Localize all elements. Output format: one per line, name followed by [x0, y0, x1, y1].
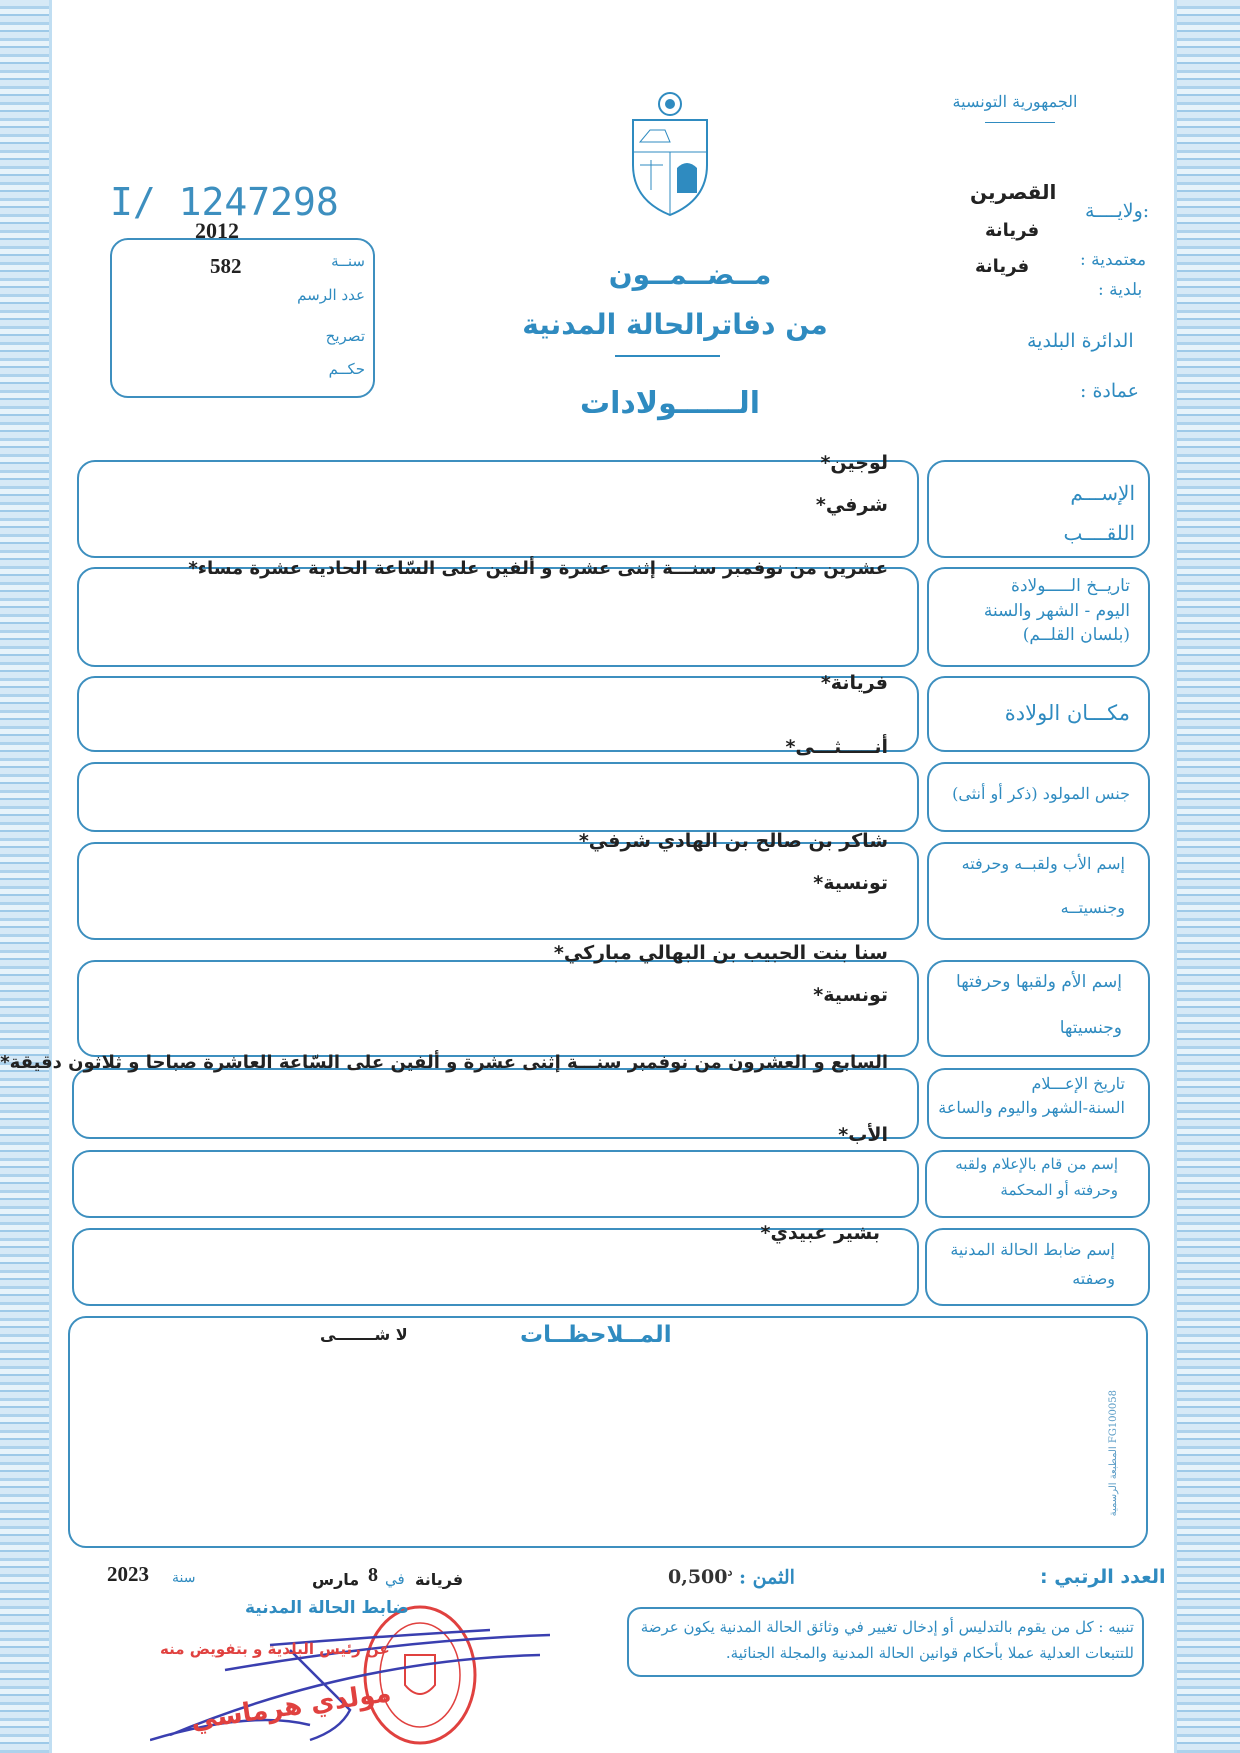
security-border-right [1174, 0, 1240, 1753]
name-label: الإســـم [1070, 481, 1135, 505]
birthdate-value: عشرين من نوفمبر سنـــة إثنى عشرة و ألفين على السّاعة الحادية عشرة مساء* [188, 558, 888, 579]
signatory-name: مولدي هرماسي [188, 1678, 394, 1736]
delegation-label: معتمدية : [1080, 250, 1147, 270]
year-label-footer: سنة [172, 1570, 196, 1586]
title-line1: مــضــمــون [608, 258, 772, 291]
declarant-label [928, 1152, 1118, 1203]
legal-notice: تنبيه : كل من يقوم بالتدليس أو إدخال تغيير في وثائق الحالة المدنية يكون عرضة للتتبعات العدلية عملا بأحكام قوانين الحالة المدنية والمجلة الجنائية. [640, 1618, 1134, 1663]
record-year-value: 2012 [195, 218, 239, 243]
record-number-value: 582 [210, 254, 242, 278]
issue-place: فريانة [415, 1570, 464, 1589]
birthdate-label-line1: تاريــخ الـــــولادة [1011, 576, 1130, 596]
birthplace-label: مكـــان الولادة [1004, 701, 1130, 725]
surname-label: اللقــــب [1063, 521, 1135, 545]
declaration-date-label [935, 1072, 1125, 1120]
sex-label: جنس المولود (ذكر أو أنثى) [952, 784, 1130, 803]
security-border-left [0, 0, 52, 1753]
father-label-2: وجنسيتــه [1060, 898, 1125, 917]
father-label: إسم الأب ولقبــه وحرفته [961, 854, 1125, 873]
declaration-date-value-box [72, 1068, 919, 1139]
father-value: شاكر بن صالح بن الهادي شرفي* [578, 830, 888, 852]
price-amount: 0,500 [668, 1566, 728, 1589]
issue-year: 2023 [107, 1562, 149, 1586]
declarant-label-line2: وحرفته أو المحكمة [1000, 1180, 1118, 1199]
wilaya-label: ولايــــة: [1085, 200, 1150, 222]
wilaya-value: القصرين [970, 180, 1057, 204]
issue-month: مارس [312, 1570, 360, 1589]
birthdate-value-box [77, 567, 919, 667]
declaration-label: تصريح [325, 327, 365, 345]
declarant-value: الأب* [838, 1124, 888, 1146]
mother-value: سنا بنت الحبيب بن البهالي مباركي* [553, 942, 888, 964]
imada-label: عمادة : [1080, 380, 1139, 402]
title-births: الــــــولادات [579, 386, 761, 421]
officer-label-line2: وصفته [1072, 1268, 1115, 1288]
declarant-value-box [72, 1150, 919, 1218]
judgment-label: حكــم [328, 360, 365, 378]
issue-day: 8 [368, 1564, 378, 1586]
republic-title: الجمهورية التونسية [952, 92, 1078, 111]
on-label: في [385, 1570, 405, 1588]
name-value-box [77, 460, 919, 558]
birthdate-label [935, 574, 1130, 648]
price-value [668, 1566, 732, 1588]
district-label: الدائرة البلدية [1027, 330, 1134, 352]
sex-value-box [77, 762, 919, 832]
officer-label-line1: إسم ضابط الحالة المدنية [950, 1240, 1115, 1259]
officer-value: بشير عبيدي* [760, 1222, 880, 1244]
tunisia-coat-of-arms-icon [625, 90, 715, 220]
declaration-date-label-line2: السنة-الشهر واليوم والساعة [938, 1098, 1125, 1117]
declaration-date-label-line1: تاريخ الإعـــلام [1031, 1074, 1125, 1093]
title-line2: من دفاترالحالة المدنية [522, 308, 828, 341]
serial-order-label: العدد الرتبي : [1040, 1566, 1166, 1588]
officer-label [930, 1236, 1115, 1294]
mother-value-box [77, 960, 919, 1057]
remarks-label: المــلاحظــات [520, 1322, 672, 1348]
municipality-label: بلدية : [1098, 280, 1143, 300]
record-number-label: عدد الرسم [297, 286, 365, 304]
remarks-value: لا شـــــــى [320, 1325, 408, 1344]
mother-label-2: وجنسيتها [1059, 1018, 1122, 1038]
price-label: الثمن : [739, 1566, 795, 1589]
printer-mark: المطبعة الرسمية FG100058 [1108, 1390, 1119, 1517]
year-label: سنــة [331, 252, 365, 270]
title-underline [615, 355, 720, 357]
mother-label: إسم الأم ولقبها وحرفتها [956, 972, 1122, 992]
declarant-label-line1: إسم من قام بالإعلام ولقبه [955, 1155, 1118, 1173]
price [668, 1566, 795, 1588]
first-name-value: لوجين* [820, 452, 888, 474]
remarks-box [68, 1316, 1148, 1548]
officer-title: ضابط الحالة المدنية [245, 1598, 409, 1618]
birthdate-label-line3: (بلسان القلــم) [1022, 625, 1130, 646]
father-value-box [77, 842, 919, 940]
serial-number: I/ 1247298 [110, 180, 339, 224]
mother-nationality: تونسية* [813, 984, 888, 1006]
declaration-date-value: السابع و العشرون من نوفمبر سنـــة إثنى عشرة و ألفين على السّاعة العاشرة صباحا و ثلاثون دقيقة* [0, 1052, 888, 1073]
municipality-value: فريانة [975, 256, 1030, 277]
divider [985, 122, 1055, 123]
price-unit: د [727, 1566, 733, 1579]
surname-value: شرفي* [815, 494, 888, 516]
delegation-value-top: فريانة [985, 220, 1040, 241]
delegation-note: عن رئيس البلدية و بتفويض منه [160, 1640, 390, 1658]
birthplace-value: فريانة* [820, 672, 888, 694]
father-nationality: تونسية* [813, 872, 888, 894]
birthdate-label-line2: اليوم - الشهر والسنة [983, 600, 1130, 621]
sex-value: أنـــــثـــى* [785, 736, 888, 758]
